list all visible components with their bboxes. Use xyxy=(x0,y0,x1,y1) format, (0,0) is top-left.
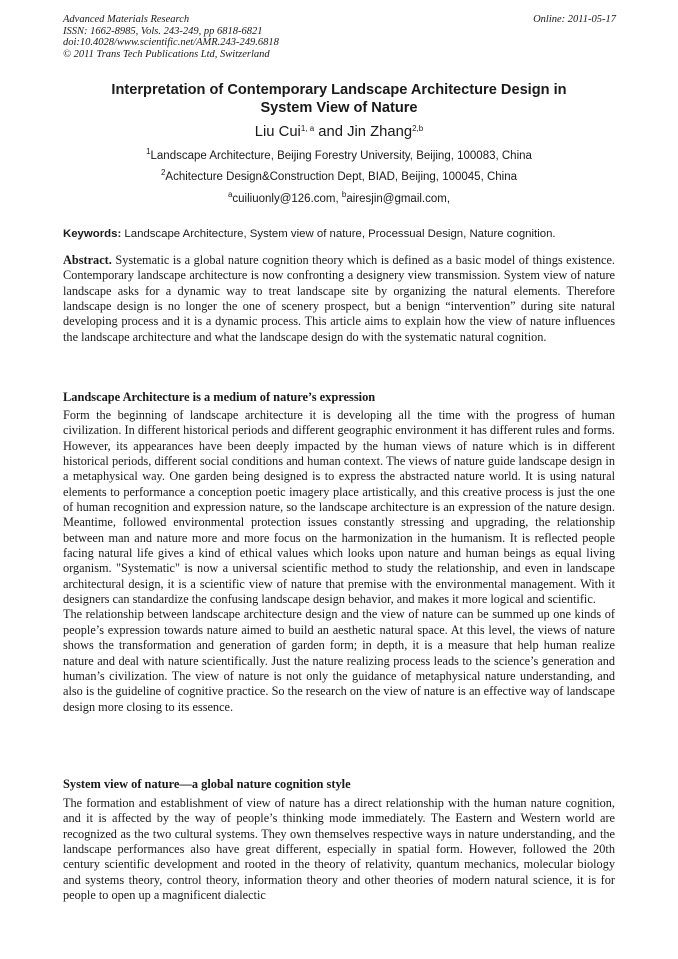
doi-line: doi:10.4028/www.scientific.net/AMR.243-249.6818 xyxy=(63,37,279,49)
journal-header xyxy=(63,14,279,60)
email-b[interactable]: airesjin@gmail.com, xyxy=(346,193,451,205)
copyright-line: © 2011 Trans Tech Publications Ltd, Switzerland xyxy=(63,48,270,60)
author-1-sup: 1, a xyxy=(300,124,315,133)
abstract-text: Systematic is a global nature cognition theory which is defined as a basic model of things existence. Contemporary landscape architecture is now confronting a designery view transmission. System view of nature landscape asks for a dynamic way to treat landscape site by organizing the natural elements. Therefore landscape design is no longer the one of scenery prospect, but a benign “intervention” during site natural developing process and it is a dynamic process. This article aims to explain how the view of nature influences the landscape architecture and what the landscape design do with the systematic natural cognition. xyxy=(63,253,615,344)
author-connector: and xyxy=(314,124,348,140)
affiliation-1 xyxy=(0,147,678,162)
affiliation-1-text: Landscape Architecture, Beijing Forestry University, Beijing, 100083, China xyxy=(150,150,532,162)
issn-line: ISSN: 1662-8985, Vols. 243-249, pp 6818-6821 xyxy=(63,25,263,37)
keywords-label: Keywords: xyxy=(63,228,122,240)
affiliation-1-sup: 1 xyxy=(146,147,151,156)
email-a-sup: a xyxy=(227,190,233,199)
section-2-body xyxy=(63,796,615,903)
section-2-paragraph-1: The formation and establishment of view of nature has a direct relationship with the human nature cognition, and it is affected by the way of people’s thinking mode immediately. The Eastern and Western world are recognized as the two cultural systems. They own themselves respective ways in nature understanding, and the landscape performances also have great different, especially in spatial form. However, followed the 20th century scientific development and rooted in the theory of relativity, quantum mechanics, molecular biology and systems theory, control theory, information theory and other theories of modern natural science, it is for people to open up a magnificent dialectic xyxy=(63,796,615,903)
section-1-heading: Landscape Architecture is a medium of nature’s expression xyxy=(63,390,376,404)
online-date: Online: 2011-05-17 xyxy=(533,14,616,25)
author-2: Jin Zhang xyxy=(347,124,413,140)
email-line xyxy=(0,190,678,205)
journal-name: Advanced Materials Research xyxy=(63,14,190,25)
paper-title xyxy=(40,81,638,117)
affiliation-2 xyxy=(0,168,678,183)
title-line-2: System View of Nature xyxy=(260,100,418,116)
keywords-text: Landscape Architecture, System view of nature, Processual Design, Nature cognition. xyxy=(121,228,556,240)
abstract xyxy=(63,253,615,345)
keywords xyxy=(63,228,623,240)
abstract-label: Abstract. xyxy=(63,253,112,267)
section-2-heading: System view of nature—a global nature cognition style xyxy=(63,777,351,791)
email-b-sup: b xyxy=(341,190,347,199)
title-line-1: Interpretation of Contemporary Landscape Architecture Design in xyxy=(111,82,567,98)
author-1: Liu Cui xyxy=(254,124,301,140)
section-1-paragraph-1: Form the beginning of landscape architecture it is developing all the time with the progress of human civilization. In different historical periods and different geographic environment it has different rules and forms. However, its appearances have been deeply impacted by the human views of nature which is in different historical periods, different social conditions and human context. The views of nature guide landscape design in a metaphysical way. One garden being designed is to express the abstracted nature world. It is using natural elements to performance a conception poetic imagery place artistically, and this creative process is just the one of human recognition and expression nature, so the landscape architecture is an expression of the nature design. Meantime, followed environmental protection issues constantly stressing and upgrading, the relationship between man and nature more and more focus on the harmonization in the humanism. It is reflected people facing natural life gives a kind of ethical values which looks upon nature and human beings as equal living organism. "Systematic" is now a universal scientific method to study the relationship, and even in landscape architectural design, it is a scientific view of nature that premise with the environmental management. With it designers can standardize the confusing landscape design behavior, and makes it more logical and scientific. xyxy=(63,408,615,607)
author-line xyxy=(0,124,678,140)
email-a[interactable]: cuiliuonly@126.com, xyxy=(232,193,342,205)
affiliation-2-sup: 2 xyxy=(160,168,166,177)
section-1-body xyxy=(63,408,615,715)
section-1-paragraph-2: The relationship between landscape architecture design and the view of nature can be summed up one kinds of people’s expression towards nature aimed to build an aesthetic natural space. At this level, the views of nature shows the transformation and generation of garden form; in depth, it is a measure that help human realize nature and deal with nature scientifically. Just the nature realizing process leads to the science’s generation and human’s civilization. The view of nature is not only the guidance of metaphysical nature understanding, and also is the guideline of cognitive practice. So the research on the view of nature is an effective way of landscape design more closing to its essence. xyxy=(63,607,615,714)
author-2-sup: 2,b xyxy=(412,124,424,133)
affiliation-2-text: Achitecture Design&Construction Dept, BIAD, Beijing, 100045, China xyxy=(165,171,518,183)
